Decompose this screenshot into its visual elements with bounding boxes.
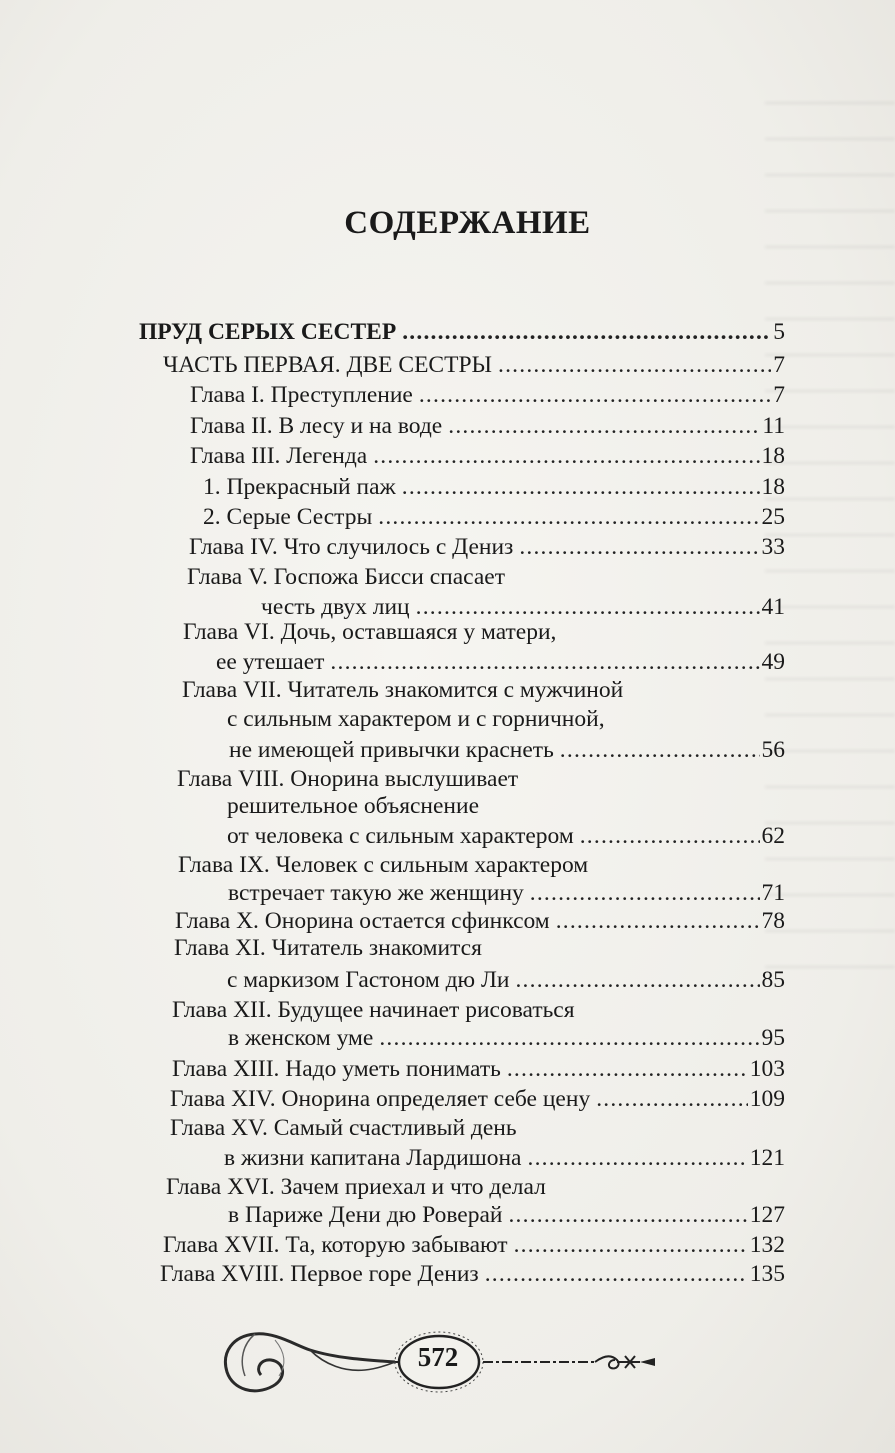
toc-entry-continuation: честь двух лиц: [261, 594, 410, 620]
toc-entry-continuation: ее утешает: [216, 649, 325, 675]
toc-entry-continuation: не имеющей привычки краснеть: [229, 737, 554, 763]
page-number: 572: [417, 1342, 459, 1372]
toc-entry-chapter[interactable]: [227, 822, 785, 850]
toc-entry-chapter[interactable]: [216, 648, 785, 676]
leader-dots: [560, 736, 760, 764]
toc-entry-text: Глава IV. Что случилось с Дениз: [189, 534, 514, 560]
toc-entry-chapter[interactable]: [163, 1231, 785, 1259]
leader-dots: [515, 966, 759, 994]
toc-entry-text: Глава I. Преступление: [190, 382, 413, 408]
leader-dots: [378, 503, 759, 531]
leader-dots: [528, 1144, 748, 1172]
toc-entry-text: Глава XVII. Та, которую забывают: [163, 1232, 508, 1258]
toc-page-number: 85: [761, 967, 785, 993]
toc-page-number: 132: [749, 1232, 785, 1258]
toc-entry-text: Глава II. В лесу и на воде: [190, 413, 443, 439]
toc-entry-chapter[interactable]: [228, 1024, 785, 1052]
toc-entry-heading: Глава XVI. Зачем приехал и что делал: [166, 1174, 546, 1200]
toc-entry-text: Глава III. Легенда: [190, 443, 368, 469]
leader-dots: [416, 593, 760, 621]
toc-entry-chapter[interactable]: [228, 879, 785, 907]
leader-dots: [448, 412, 760, 440]
leader-dots: [508, 1201, 747, 1229]
toc-entry-chapter[interactable]: [170, 1085, 785, 1113]
toc-entry-text: ПРУД СЕРЫХ СЕСТЕР: [139, 319, 397, 345]
toc-entry-heading: Глава VIII. Онорина выслушивает: [177, 766, 519, 792]
toc-entry-continuation: в Париже Дени дю Роверай: [228, 1202, 503, 1228]
toc-entry-continuation: в жизни капитана Лардишона: [224, 1145, 522, 1171]
toc-page-number: 71: [761, 880, 785, 906]
toc-entry-chapter[interactable]: [172, 1055, 785, 1083]
toc-entry-chapter[interactable]: [224, 1144, 785, 1172]
toc-page-number: 62: [761, 823, 785, 849]
leader-dots: [485, 1260, 748, 1288]
toc-page-number: 103: [749, 1056, 785, 1082]
toc-page-number: 49: [761, 649, 785, 675]
toc-page-number: 5: [773, 319, 785, 345]
toc-page-number: 18: [761, 474, 785, 500]
toc-entry-continuation: встречает такую же женщину: [228, 880, 524, 906]
toc-entry-heading: Глава V. Госпожа Бисси спасает: [187, 564, 505, 590]
toc-entry-text: ЧАСТЬ ПЕРВАЯ. ДВЕ СЕСТРЫ: [163, 352, 493, 378]
toc-entry-chapter[interactable]: [190, 412, 785, 440]
toc-entry-continuation: с маркизом Гастоном дю Ли: [227, 967, 510, 993]
toc-page-number: 121: [749, 1145, 785, 1171]
leader-dots: [507, 1055, 748, 1083]
toc-entry-book[interactable]: [139, 318, 785, 346]
toc-page-number: 25: [761, 504, 785, 530]
toc-page-number: 7: [773, 382, 785, 408]
toc-entry-text: Глава XVIII. Первое горе Дениз: [160, 1261, 479, 1287]
toc-page-number: 56: [761, 737, 785, 763]
toc-entry-chapter[interactable]: [190, 381, 785, 409]
leader-dots: [498, 351, 771, 379]
leader-dots: [402, 473, 760, 501]
toc-page-number: 127: [749, 1202, 785, 1228]
leader-dots: [596, 1085, 748, 1113]
toc-entry-heading: Глава XV. Самый счастливый день: [170, 1115, 517, 1141]
leader-dots: [330, 648, 759, 676]
toc-entry-text: Глава XIII. Надо уметь понимать: [172, 1056, 501, 1082]
toc-entry-section[interactable]: [203, 503, 785, 531]
toc-page-number: 109: [749, 1086, 785, 1112]
toc-entry-continuation: в женском уме: [228, 1025, 374, 1051]
toc-entry-chapter[interactable]: [229, 736, 785, 764]
toc-entry-text: 1. Прекрасный паж: [203, 474, 396, 500]
toc-page-number: 33: [761, 534, 785, 560]
toc-entry-heading: Глава XI. Читатель знакомится: [174, 935, 482, 961]
toc-entry-heading: Глава IX. Человек с сильным характером: [178, 852, 589, 878]
toc-entry-heading: Глава VI. Дочь, оставшаяся у матери,: [183, 619, 557, 645]
toc-entry-heading: Глава XII. Будущее начинает рисоваться: [172, 997, 575, 1023]
toc-page-number: 7: [773, 352, 785, 378]
toc-entry-chapter[interactable]: [160, 1260, 785, 1288]
leader-dots: [580, 822, 760, 850]
leader-dots: [514, 1231, 748, 1259]
toc-entry-continuation: от человека с сильным характером: [227, 823, 574, 849]
toc-entry-part[interactable]: [163, 351, 785, 379]
leader-dots: [402, 318, 771, 346]
toc-entry-chapter[interactable]: [261, 593, 785, 621]
toc-entry-heading: Глава VII. Читатель знакомится с мужчиной: [182, 677, 624, 703]
toc-entry-text: 2. Серые Сестры: [203, 504, 373, 530]
leader-dots: [373, 442, 759, 470]
toc-page-number: 41: [761, 594, 785, 620]
leader-dots: [419, 381, 771, 409]
leader-dots: [379, 1024, 759, 1052]
toc-entry-chapter[interactable]: [228, 1201, 785, 1229]
toc-entry-chapter[interactable]: [227, 966, 785, 994]
toc-entry-section[interactable]: [203, 473, 785, 501]
toc-entry-continuation: решительное объяснение: [227, 793, 480, 819]
toc-page-number: 95: [761, 1025, 785, 1051]
toc-entry-chapter[interactable]: [189, 533, 785, 561]
toc-page-number: 78: [761, 908, 785, 934]
leader-dots: [519, 533, 759, 561]
leader-dots: [556, 907, 760, 935]
toc-entry-chapter[interactable]: [175, 907, 785, 935]
toc-page-number: 18: [761, 443, 785, 469]
page-title: СОДЕРЖАНИЕ: [344, 205, 591, 241]
toc-entry-continuation: с сильным характером и с горничной,: [227, 706, 605, 732]
toc-page-number: 135: [749, 1261, 785, 1287]
leader-dots: [530, 879, 760, 907]
toc-entry-chapter[interactable]: [190, 442, 785, 470]
toc-page-number: 11: [762, 413, 785, 439]
toc-entry-text: Глава XIV. Онорина определяет себе цену: [170, 1086, 591, 1112]
toc-entry-text: Глава X. Онорина остается сфинксом: [175, 908, 550, 934]
